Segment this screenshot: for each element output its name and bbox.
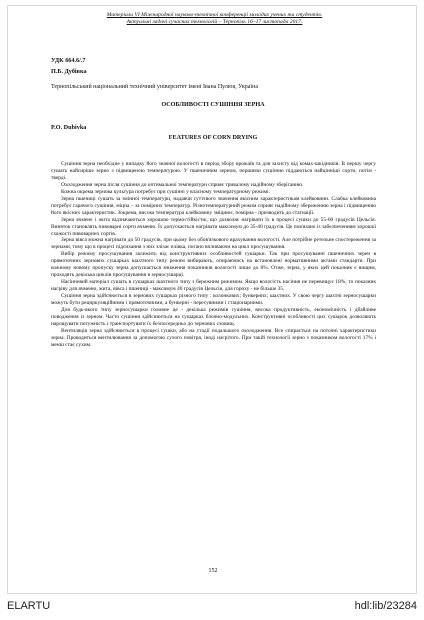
paragraph: Зерна ячмене і жита відзначаються хорошою термостійкістю, що дозволяє нагрівати їх в процесі сушки до 55-60 градусів Цельсія. Виняток становлять пивоварні сорти ячменю. Їх допускається нагрівати максимум до 35-40 градусів. Це пов'язано із забезпеченням хорошої схожості пивоварних сортів. xyxy=(51,216,376,237)
title-ukrainian: ОСОБЛИВОСТІ СУШІННЯ ЗЕРНА xyxy=(161,101,265,108)
repository-label: ELARTU xyxy=(7,600,51,612)
page-number: 152 xyxy=(208,568,218,574)
header-line-2: Актуальні задачі сучасних технологій – Тернопіль 16–17 листопада 2017. xyxy=(126,19,303,26)
paragraph: Зерна пшениці сушать за змінної температури, надавчи суттєвого значення якісним характеристикам клейковини. Слабка клейковина потребує гарячого сушіння, міцна – за помірних температур. Різнотемпературний режим сприяє надійному збереженню зерна і підвищенню його якісних характеристик. Зокрема, висока температура клейковину зміцнює, помірна - призводить до стагнації. xyxy=(51,195,376,216)
author-english: P.O. Dubivka xyxy=(51,124,87,131)
paragraph: Насінневий матеріал сушать в сушарках шахтного типу з бережним режимом. Якщо вологість насіння не перевищує 18%, то показник нагріву для ячменю, жита, вівса і пшениці - максимум 40 градусів Цельсія, для гороху - не більше 35. xyxy=(51,279,376,293)
conference-header xyxy=(42,12,387,26)
paragraph: Охолодження зерна після сушіння до оптимальної температури сприяє тривалому надійному зберіганню. xyxy=(61,181,304,188)
paragraph: Сушіння зерна необхідне у випадку його значної вологості в період збору врожаїв та для захисту від комах-шкідників. В першу чергу сушать найсиріше зерно з підвищеною температурою. У пшеничним зерном, першими сушінню піддаються найцінніші сорти, потім - тверді. xyxy=(51,161,376,181)
header-line-1: Матеріали VI Міжнародної науково-технічної конференції молодих учених та студентів. xyxy=(106,12,323,18)
paragraph: Вентиляція зерна здійснюється в процесі сушки, або на стадії подальшого охолодження. Все спирається на поточні характеристики зерна. Проводиться вентилювання за допомогою сухого повітря, іноді нагрітого. При такій технології зерно з показником вологості 17% і менш стає сухим. xyxy=(51,327,376,348)
handle-identifier: hdl:lib/23284 xyxy=(354,600,417,612)
article-body xyxy=(51,161,376,349)
paragraph: Сушіння зерна здійснюється в зернових сушарках різного типу : колонкових; бункерних; шахтних. У свою чергу шахтні зерносушарки можуть бути рециркуляційними і прямоточними, а бункерні - пересувними і стаціонарними. xyxy=(51,293,376,307)
title-english: FEATURES OF CORN DRYING xyxy=(168,134,258,141)
paragraph: Для будь-якого типу зерносушарки головне це - декілька режимів сушіння, висока продуктивність, економічність і дбайливе поводження із зерном. Часто сушіння здійснюється на сушарках блочно-модульних. Конструктивні особливості цих сушарок дозволяють нарощувати потужність і транспортувати їх безпосередньо до зернових сховищ. xyxy=(51,307,376,327)
document-page xyxy=(7,5,417,594)
paragraph: Зерна вівса можна нагрівати до 50 градусів, при цьому без обов'язкового врахування вологості. Але потрібне ретельне спостереження за зернами, тому що в процесі підсихання з них злізає плівка, погано впливаючи на цикл просушування. xyxy=(51,237,376,251)
affiliation: Тернопільський національний технічний університет імені Івана Пулюя, Україна xyxy=(51,84,258,90)
paragraph: Кожна окрема зернова культура потребує при сушінні у власному температурному режимі. xyxy=(61,188,270,195)
paragraph: Вибір режиму просушування залежить від конструктивних особливостей сушарки. Так при просушуванні пшеничних зерен в прямоточних зернових сушарках шахтного типу режим вибирають, опираючись на встановлені нормативними актами стандарти. При кожному новому пропуску зерна допускається зниження показників вологості лише до 8%. Отже, зерна, у яких цей показник є вищим, проходять декілька циклів просушування в зерносушарці. xyxy=(51,251,376,279)
author-ukrainian: П.Б. Дубівка xyxy=(51,68,87,75)
udc-code: УДК 664.6/.7 xyxy=(51,57,86,64)
